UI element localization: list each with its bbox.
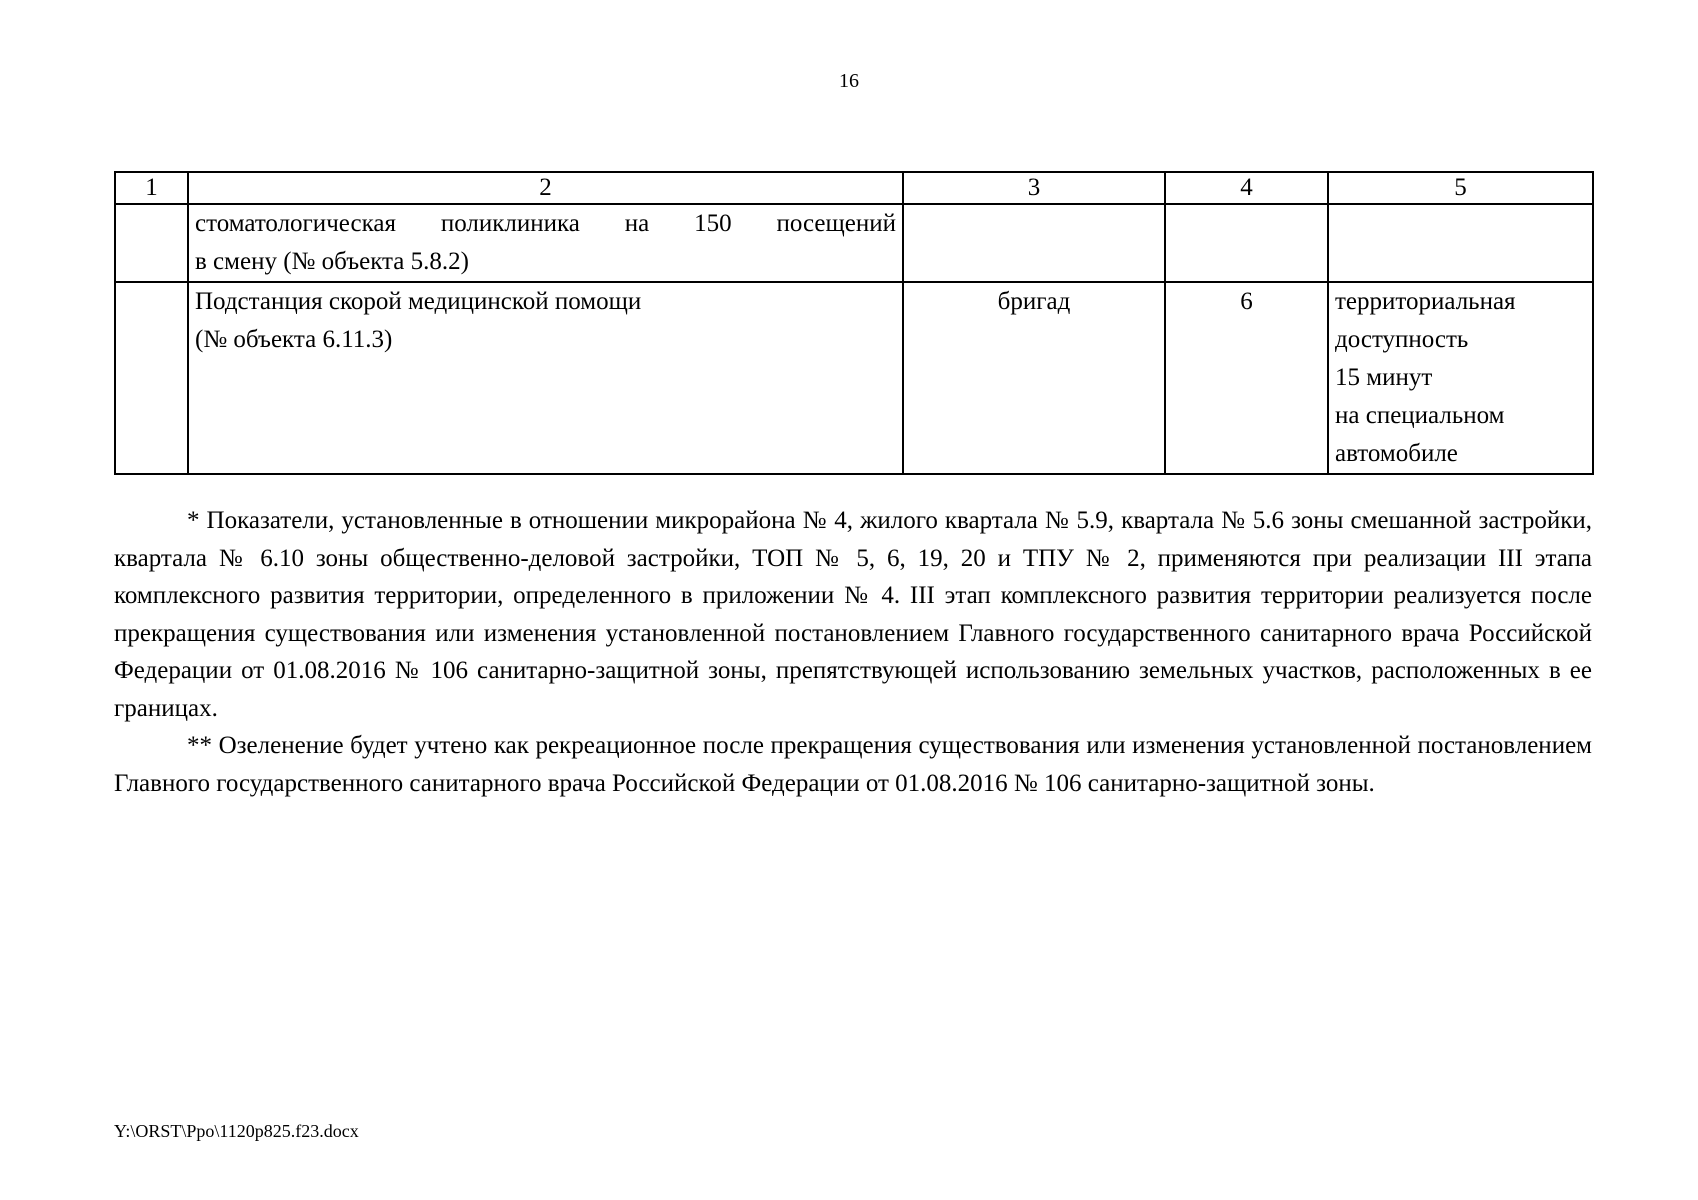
indicators-table (114, 171, 1594, 475)
footnotes (114, 502, 1592, 802)
file-path: Y:\ORST\Ppo\1120p825.f23.docx (114, 1121, 359, 1141)
row-number-cell (115, 204, 188, 282)
table-row (115, 204, 1593, 282)
unit-cell: бригад (903, 282, 1165, 474)
unit-cell (903, 204, 1165, 282)
accessibility-line: на специальном (1335, 402, 1505, 429)
header-cell-4: 4 (1165, 172, 1328, 204)
accessibility-line: доступность (1335, 326, 1469, 353)
object-name-cell (188, 282, 903, 474)
value-cell (1165, 204, 1328, 282)
header-cell-3: 3 (903, 172, 1165, 204)
page-number: 16 (839, 70, 859, 92)
accessibility-line: 15 минут (1335, 364, 1433, 391)
table-header-row (115, 172, 1593, 204)
header-cell-1: 1 (115, 172, 188, 204)
value-cell: 6 (1165, 282, 1328, 474)
row-number-cell (115, 282, 188, 474)
object-name-cell (188, 204, 903, 282)
accessibility-cell (1328, 204, 1593, 282)
accessibility-line: территориальная (1335, 288, 1516, 315)
header-cell-5: 5 (1328, 172, 1593, 204)
header-cell-2: 2 (188, 172, 903, 204)
object-name-line: в смену (№ объекта 5.8.2) (195, 248, 469, 275)
accessibility-cell (1328, 282, 1593, 474)
object-name-line: Подстанция скорой медицинской помощи (195, 288, 642, 315)
footnote-2: ** Озеленение будет учтено как рекреационное после прекращения существования или изменения установленной постановлением Главного государственного санитарного врача Российской Федерации от 01.08.2016 № 106 санитарно-защитной зоны. (114, 732, 1592, 797)
footnote-1: * Показатели, установленные в отношении микрорайона № 4, жилого квартала № 5.9, квартала № 5.6 зоны смешанной застройки, квартала № 6.10 зоны общественно-деловой застройки, ТОП № 5, 6, 19, 20 и ТПУ № 2, применяются при реализации III этапа комплексного развития территории, определенного в приложении № 4. III этап комплексного развития территории реализуется после прекращения существования или изменения установленной постановлением Главного государственного санитарного врача Российской Федерации от 01.08.2016 № 106 санитарно-защитной зоны, препятствующей использованию земельных участков, расположенных в ее границах. (114, 507, 1592, 722)
object-name-line: (№ объекта 6.11.3) (195, 326, 393, 353)
object-name-line: стоматологическая поликлиника на 150 посещений (195, 210, 896, 237)
table-row (115, 282, 1593, 474)
accessibility-line: автомобиле (1335, 440, 1458, 467)
